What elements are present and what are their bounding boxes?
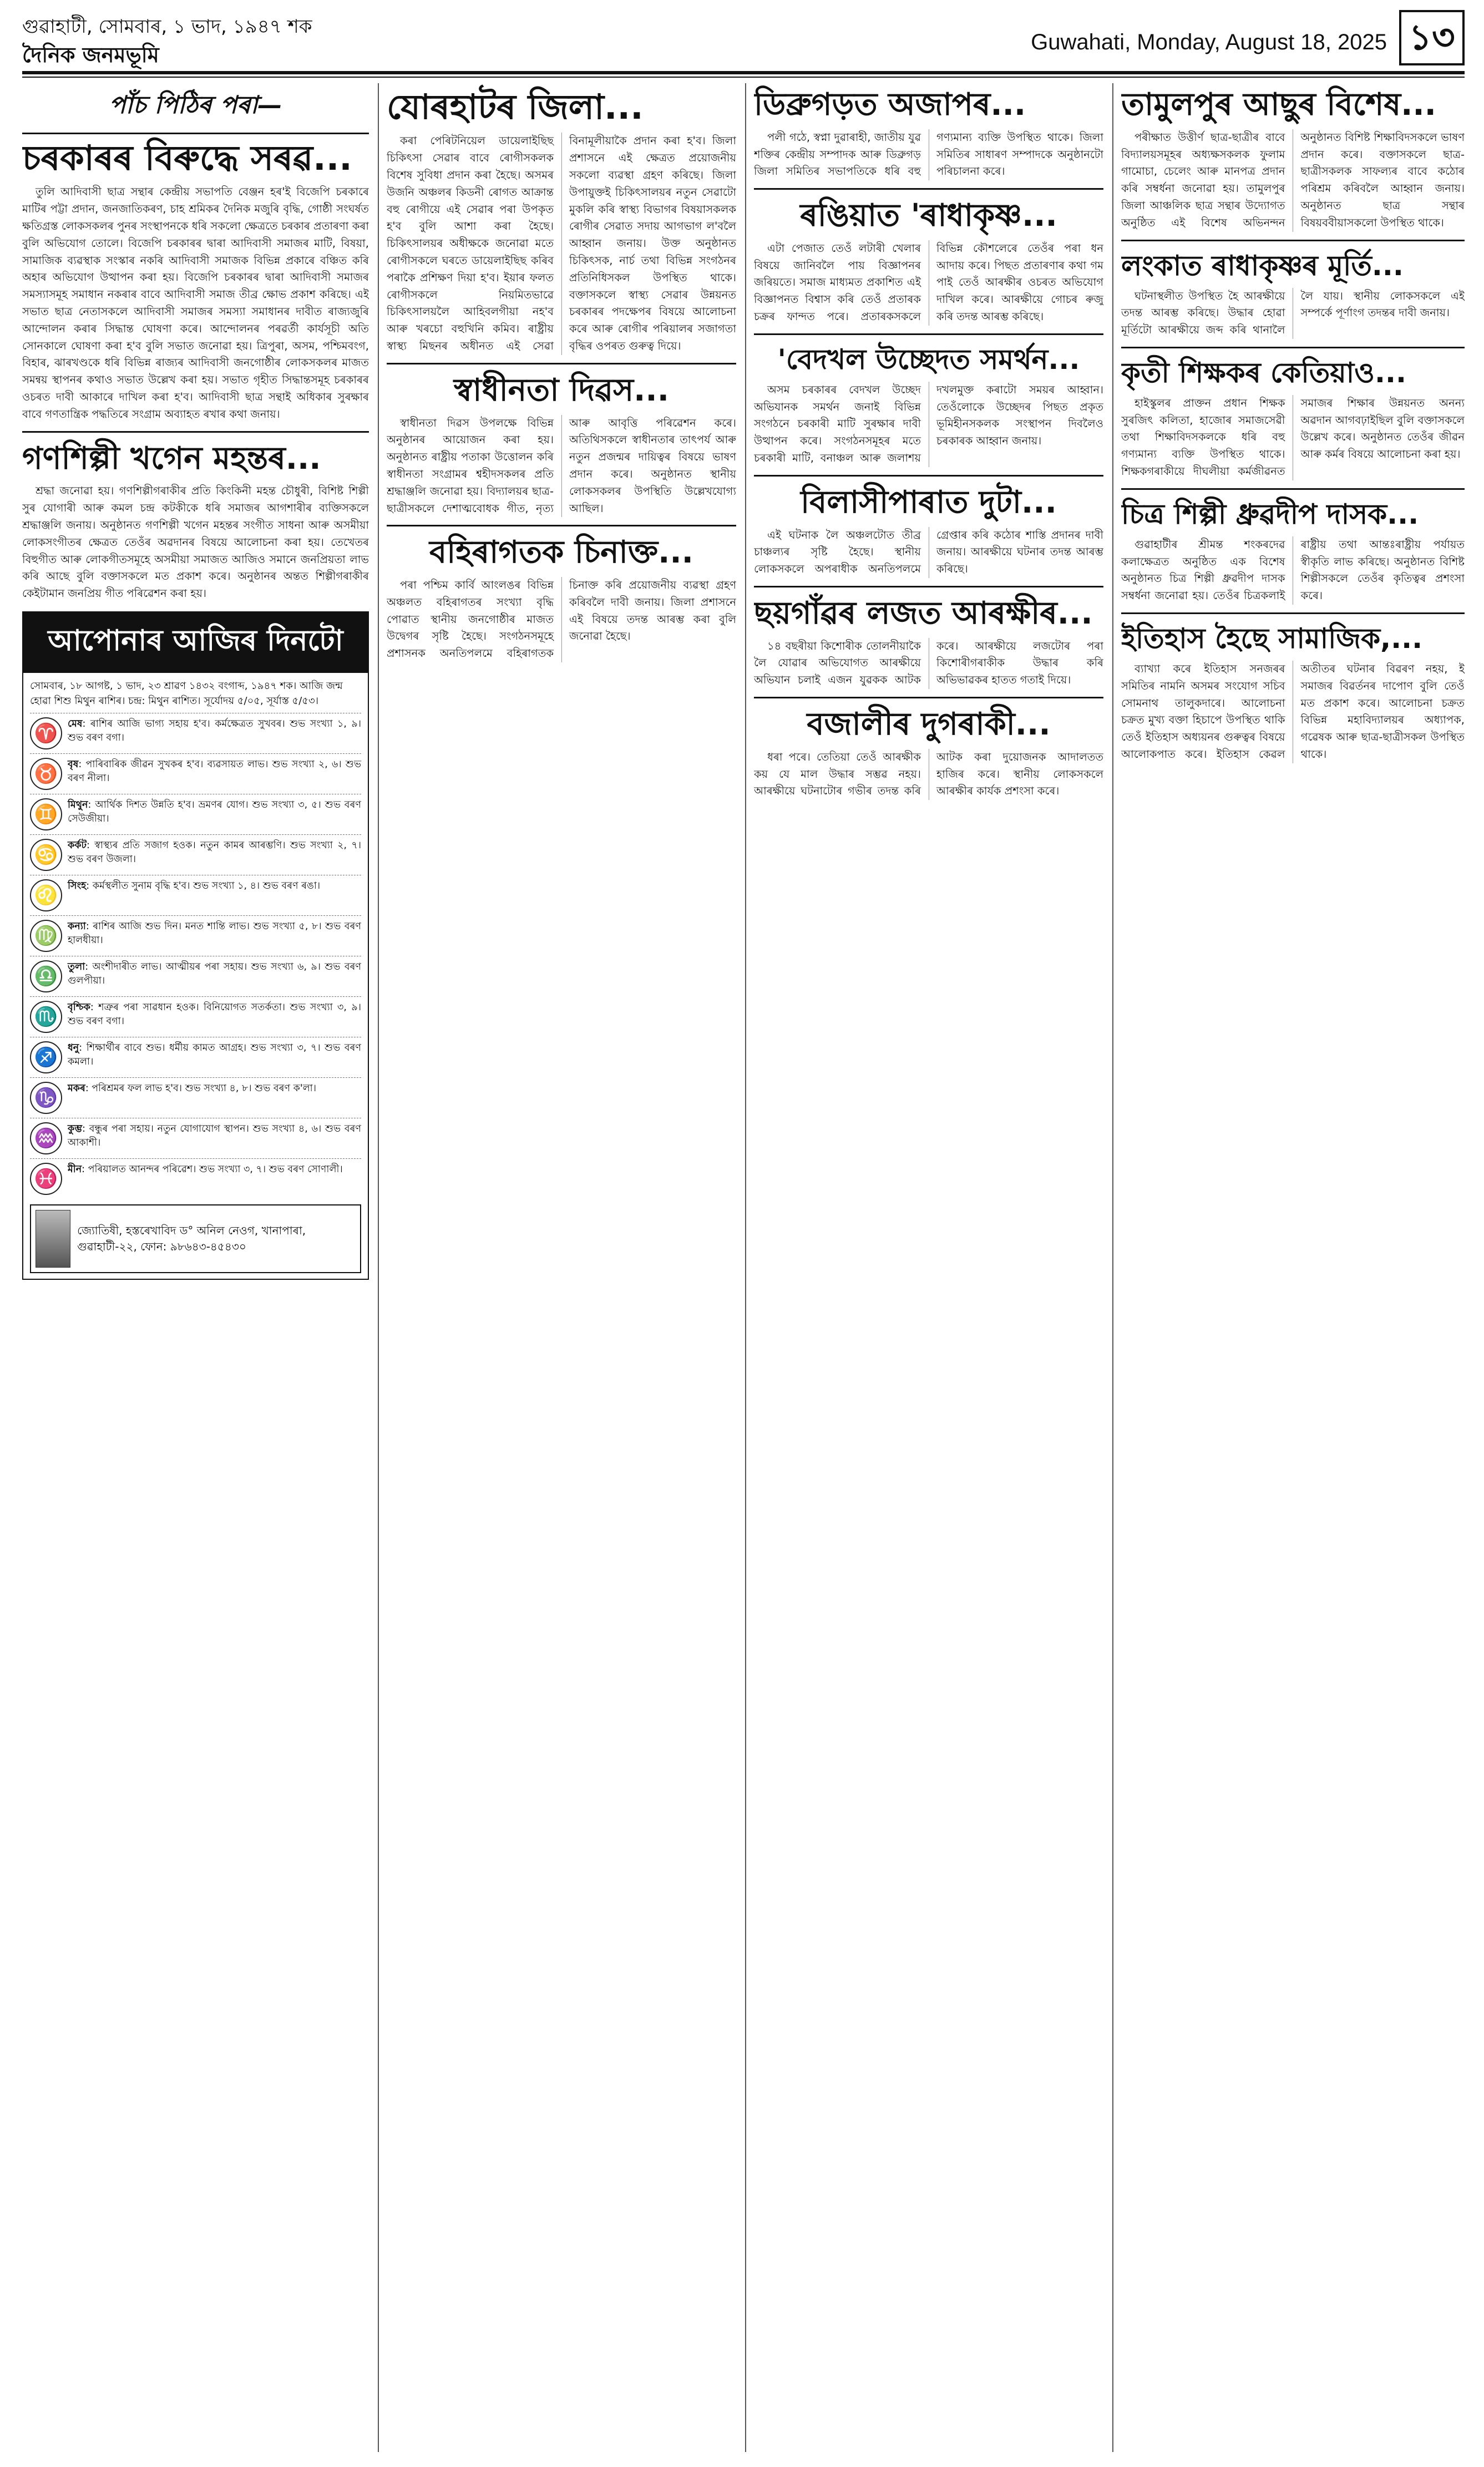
article-eviction — [754, 340, 1103, 467]
horoscope-prediction: ৰাশিৰ আজি ভাগ্য সহায় হ'ব। কৰ্মক্ষেত্ৰত সুখবৰ। শুভ সংখ্যা ১, ৯। শুভ বৰণ বগা। — [68, 718, 361, 744]
paper-name: দৈনিক জনমভূমি — [22, 43, 159, 67]
horoscope-prediction: অংশীদাৰীত লাভ। আত্মীয়ৰ পৰা সহায়। শুভ সংখ্যা ৬, ৯। শুভ বৰণ গুলপীয়া। — [68, 961, 361, 987]
article-divider — [754, 333, 1103, 335]
article-painter — [1121, 494, 1465, 605]
column-divider — [745, 83, 746, 2452]
horoscope-box — [22, 673, 369, 1280]
article-headline: চৰকাৰৰ বিৰুদ্ধে সৰৱ... — [22, 138, 352, 178]
horoscope-row — [30, 834, 361, 875]
horoscope-row — [30, 794, 361, 834]
horoscope-prediction: স্বাস্থ্যৰ প্ৰতি সজাগ হওক। নতুন কামৰ আৰম্ভণি। শুভ সংখ্যা ২, ৭। শুভ বৰণ উজলা। — [68, 839, 361, 865]
horoscope-prediction: পাৰিবাৰিক জীৱন সুখকৰ হ'ব। ব্যৱসায়ত লাভ। শুভ সংখ্যা ২, ৬। শুভ বৰণ নীলা। — [68, 758, 361, 784]
horoscope-prediction: শত্ৰুৰ পৰা সাৱধান হওক। বিনিয়োগত সতৰ্কতা। শুভ সংখ্যা ৩, ৯। শুভ বৰণ বগা। — [68, 1001, 361, 1027]
article-rangia — [754, 194, 1103, 326]
article-body: ঘটনাস্থলীত উপস্থিত হৈ আৰক্ষীয়ে তদন্ত আৰম্ভ কৰিছে। উদ্ধাৰ হোৱা মূৰ্তিটো আৰক্ষীয়ে জব্দ কৰি থানালৈ লৈ যায়। স্থানীয় লোকসকলে এই সম্পৰ্কে পূৰ্ণাংগ তদন্তৰ দাবী জনায়। — [1121, 289, 1465, 337]
zodiac-sign-icon: ♌ — [30, 879, 62, 911]
article-divider — [1121, 488, 1465, 490]
article-divider — [387, 363, 736, 364]
column-2 — [387, 83, 736, 2452]
article-bilasipara — [754, 481, 1103, 578]
horoscope-text: বৃশ্চিক: শত্ৰুৰ পৰা সাৱধান হওক। বিনিয়োগত সতৰ্কতা। শুভ সংখ্যা ৩, ৯। শুভ বৰণ বগা। — [68, 1001, 361, 1027]
zodiac-sign-name: বৃশ্চিক — [68, 1001, 90, 1013]
article-body: হাইস্কুলৰ প্ৰাক্তন প্ৰধান শিক্ষক সুৰজিৎ কলিতা, হাজোৰ সমাজসেৱী তথা শিক্ষাবিদসকলকে ধৰি বহু গণ্যমান্য ব্যক্তি উপস্থিত থাকে। শিক্ষকগৰাকীয়ে দীঘলীয়া কৰ্মজীৱনত সমাজৰ শিক্ষাৰ উন্নয়নত অনন্য অৱদান আগবঢ়াইছিল বুলি বক্তাসকলে উল্লেখ কৰে। অনুষ্ঠানত তেওঁৰ জীৱন আৰু কৰ্মৰ বিষয়ে আলোচনা কৰা হয়। — [1121, 396, 1465, 478]
article-khagen-mahanta — [22, 437, 369, 602]
horoscope-text: মেষ: ৰাশিৰ আজি ভাগ্য সহায় হ'ব। কৰ্মক্ষেত্ৰত সুখবৰ। শুভ সংখ্যা ১, ৯। শুভ বৰণ বগা। — [68, 718, 361, 744]
zodiac-sign-name: কৰ্কট — [68, 839, 87, 851]
horoscope-row — [30, 996, 361, 1037]
article-tamulpur — [1121, 83, 1465, 232]
horoscope-text: বৃষ: পাৰিবাৰিক জীৱন সুখকৰ হ'ব। ব্যৱসায়ত লাভ। শুভ সংখ্যা ২, ৬। শুভ বৰণ নীলা। — [68, 758, 361, 784]
horoscope-text: ধনু: শিক্ষাৰ্থীৰ বাবে শুভ। ধৰ্মীয় কামত আগ্ৰহ। শুভ সংখ্যা ৩, ৭। শুভ বৰণ কমলা। — [68, 1042, 361, 1068]
article-divider — [1121, 347, 1465, 348]
column-4 — [1121, 83, 1465, 2452]
article-teacher — [1121, 353, 1465, 480]
horoscope-text: কুম্ভ: বন্ধুৰ পৰা সহায়। নতুন যোগাযোগ স্থাপন। শুভ সংখ্যা ৪, ৬। শুভ বৰণ আকাশী। — [68, 1123, 361, 1149]
horoscope-prediction: আৰ্থিক দিশত উন্নতি হ'ব। ভ্ৰমণৰ যোগ। শুভ সংখ্যা ৩, ৫। শুভ বৰণ সেউজীয়া। — [68, 799, 361, 825]
article-body: কৰা পেৰিটনিয়েল ডায়েলাইছিছ চিকিৎসা সেৱাৰ বাবে ৰোগীসকলক বিশেষ সুবিধা প্ৰদান কৰা হৈছে। অসমৰ উজনি অঞ্চলৰ কিডনী ৰোগত আক্ৰান্ত বহু ৰোগীয়ে এই সেৱাৰ পৰা উপকৃত হ'ব বুলি আশা কৰা হৈছে। চিকিৎসালয়ৰ অধীক্ষকে জনোৱা মতে ৰোগীসকলে ঘৰতে ডায়েলাইছিছ কৰিব পৰাকৈ প্ৰশিক্ষণ দিয়া হ'ব। ইয়াৰ ফলত ৰোগীসকলে নিয়মিতভাৱে চিকিৎসালয়লৈ আহিবলগীয়া নহ'ব আৰু খৰচো বহুখিনি কমিব। ৰাষ্ট্ৰীয় স্বাস্থ্য মিছনৰ অধীনত এই সেৱা বিনামূলীয়াকৈ প্ৰদান কৰা হ'ব। জিলা প্ৰশাসনে এই ক্ষেত্ৰত প্ৰয়োজনীয় সকলো ব্যৱস্থা গ্ৰহণ কৰিছে। জিলা উপায়ুক্তই চিকিৎসালয়ৰ নতুন সেৱাটো মুকলি কৰি স্বাস্থ্য বিভাগৰ বিষয়াসকলক ৰোগীৰ সেৱাত সদায় আগভাগ ল'বলৈ আহ্বান জনায়। উক্ত অনুষ্ঠানত চিকিৎসক, নাৰ্চ তথা বিভিন্ন সংগঠনৰ প্ৰতিনিধিসকল উপস্থিত থাকে। বক্তাসকলে স্বাস্থ্য সেৱাৰ উন্নয়নত চৰকাৰৰ পদক্ষেপৰ বিষয়ে আলোচনা কৰে আৰু ৰোগীৰ পৰিয়ালৰ সজাগতা বৃদ্ধিৰ ওপৰত গুৰুত্ব দিয়ে। — [387, 134, 736, 352]
horoscope-row — [30, 875, 361, 915]
article-divider — [754, 697, 1103, 698]
horoscope-text: তুলা: অংশীদাৰীত লাভ। আত্মীয়ৰ পৰা সহায়। শুভ সংখ্যা ৬, ৯। শুভ বৰণ গুলপীয়া। — [68, 961, 361, 987]
horoscope-prediction: শিক্ষাৰ্থীৰ বাবে শুভ। ধৰ্মীয় কামত আগ্ৰহ। শুভ সংখ্যা ৩, ৭। শুভ বৰণ কমলা। — [68, 1042, 361, 1068]
article-bajali — [754, 703, 1103, 800]
zodiac-sign-name: কুম্ভ — [68, 1123, 83, 1134]
article-divider — [754, 188, 1103, 190]
continued-kicker: পাঁচ পিঠিৰ পৰা— — [22, 83, 369, 134]
article-chaygaon — [754, 592, 1103, 689]
local-date: গুৱাহাটী, সোমবাৰ, ১ ভাদ, ১৯৪৭ শক — [22, 16, 312, 38]
article-divider — [754, 475, 1103, 477]
horoscope-prediction: পৰিয়ালত আনন্দৰ পৰিৱেশ। শুভ সংখ্যা ৩, ৭। শুভ বৰণ সোণালী। — [88, 1163, 343, 1175]
article-headline: লংকাত ৰাধাকৃষ্ণৰ মূৰ্তি... — [1121, 249, 1404, 282]
zodiac-sign-name: মীন — [68, 1163, 82, 1175]
article-headline: ডিব্ৰুগড়ত অজাপৰ... — [754, 87, 1026, 123]
article-body: গুৱাহাটীৰ শ্ৰীমন্ত শংকৰদেৱ কলাক্ষেত্ৰত অনুষ্ঠিত এক বিশেষ অনুষ্ঠানত চিত্ৰ শিল্পী ধ্ৰুৱদীপ দাসক সম্বৰ্ধনা জনোৱা হয়। তেওঁৰ চিত্ৰকলাই ৰাষ্ট্ৰীয় তথা আন্তঃৰাষ্ট্ৰীয় পৰ্যায়ত স্বীকৃতি লাভ কৰিছে। অনুষ্ঠানত বিশিষ্ট শিল্পীসকলে তেওঁৰ কৃতিত্বৰ প্ৰশংসা কৰে। — [1121, 538, 1465, 602]
page-number: ১৩ — [1399, 10, 1465, 65]
article-body: পৰা পশ্চিম কাৰ্বি আংলঙৰ বিভিন্ন অঞ্চলত বহিৰাগতৰ সংখ্যা বৃদ্ধি পোৱাত স্থানীয় জনগোষ্ঠীৰ মাজত উদ্বেগৰ সৃষ্টি হৈছে। সংগঠনসমূহে প্ৰশাসনক অনতিপলমে বহিৰাগতক চিনাক্ত কৰি প্ৰয়োজনীয় ব্যৱস্থা গ্ৰহণ কৰিবলৈ দাবী জনায়। জিলা প্ৰশাসনে এই বিষয়ে তদন্ত আৰম্ভ কৰা বুলি জনোৱা হৈছে। — [387, 579, 736, 660]
article-body: তুলি আদিবাসী ছাত্ৰ সন্থাৰ কেন্দ্ৰীয় সভাপতি বেঞ্জন হৰ'ই বিজেপি চৰকাৰে মাটিৰ পট্টা প্ৰদান, জনজাতিকৰণ, চাহ শ্ৰমিকৰ দৈনিক মজুৰি বৃদ্ধি, গোষ্ঠী সংঘৰ্ষত ক্ষতিগ্ৰস্ত লোকসকলৰ পুনৰ সংস্থাপনকে ধৰি সকলো ক্ষেত্ৰতে চৰকাৰ প্ৰতাৰণা কৰা বুলি অভিযোগ তোলে। বিজেপি চৰকাৰৰ দ্বাৰা আদিবাসী সমাজৰ মাটি, বিষয়া, সামাজিক ব্যৱস্থাক সংস্কাৰ নকৰি আদিবাসী সমাজক বিভিন্ন প্ৰকাৰে বঞ্চিত কৰি অহাৰ অভিযোগ উত্থাপন কৰা হয়। বিজেপি চৰকাৰৰ দ্বাৰা আদিবাসী সমাজৰ সমস্যাসমূহ সমাধান নকৰাৰ বাবে আদিবাসী সমাজ তীব্ৰ ক্ষোভ প্ৰকাশ কৰিছে। এই সভাত ছাত্ৰ নেতাসকলে আদিবাসী সমাজৰ সমস্যা সমাধানৰ দাবীত ৰাজ্যজুৰি আন্দোলন কৰাৰ সিদ্ধান্ত ঘোষণা কৰে। আন্দোলনৰ পৰৱৰ্তী কাৰ্যসূচী অতি সোনকালে ঘোষণা কৰা হ'ব বুলি সভাত জনোৱা হয়। ত্ৰিপুৰা, অসম, পশ্চিমবংগ, বিহাৰ, ঝাৰখণ্ডকে ধৰি বিভিন্ন ৰাজ্যৰ আদিবাসী জনগোষ্ঠীৰ লোকসকলৰ মাজত সমন্বয় স্থাপনৰ কথাও সভাত উল্লেখ কৰা হয়। সভাত গৃহীত সিদ্ধান্তসমূহ চৰকাৰৰ ওচৰত দাবী আকাৰে দাখিল কৰা হ'ব। আদিবাসী ছাত্ৰ সন্থাই অধিকাৰ সুৰক্ষাৰ বাবে গণতান্ত্ৰিক পদ্ধতিৰে সংগ্ৰাম অব্যাহত ৰখাৰ কথা জনায়। — [22, 185, 369, 421]
horoscope-text: মিথুন: আৰ্থিক দিশত উন্নতি হ'ব। ভ্ৰমণৰ যোগ। শুভ সংখ্যা ৩, ৫। শুভ বৰণ সেউজীয়া। — [68, 799, 361, 825]
masthead-rule — [22, 71, 1465, 74]
horoscope-intro: সোমবাৰ, ১৮ আগষ্ট, ১ ভাদ, ২৩ শ্ৰাৱণ ১৪৩২ বংগাব্দ, ১৯৪৭ শক। আজি জন্ম হোৱা শিশু মিথুন ৰাশিৰ। চন্দ্ৰ: মিথুন ৰাশিত। সূৰ্যোদয় ৫/০৫, সূৰ্যাস্ত ৫/৫৩। — [30, 680, 343, 707]
article-body: ধৰা পৰে। তেতিয়া তেওঁ আৰক্ষীক কয় যে মাল উদ্ধাৰ সম্ভৱ নহয়। আৰক্ষীয়ে ঘটনাটোৰ গভীৰ তদন্ত কৰি আটক কৰা দুয়োজনক আদালতত হাজিৰ কৰে। স্থানীয় লোকসকলে আৰক্ষীৰ কাৰ্যক প্ৰশংসা কৰে। — [754, 750, 1103, 798]
article-body: এটা পেজাত তেওঁ লটাৰী খেলাৰ বিষয়ে জানিবলৈ পায় বিজ্ঞাপনৰ জৰিয়তে। সমাজ মাধ্যমত প্ৰকাশিত এই বিজ্ঞাপনত বিশ্বাস কৰি তেওঁ প্ৰতাৰক চক্ৰৰ ফান্দত পৰে। প্ৰতাৰকসকলে বিভিন্ন কৌশলেৰে তেওঁৰ পৰা ধন আদায় কৰে। পিছত প্ৰতাৰণাৰ কথা গম পাই তেওঁ আৰক্ষীৰ ওচৰত অভিযোগ দাখিল কৰে। আৰক্ষীয়ে গোচৰ ৰুজু কৰি তদন্ত আৰম্ভ কৰিছে। — [754, 241, 1103, 323]
zodiac-sign-icon: ♏ — [30, 1001, 62, 1033]
article-divider — [387, 525, 736, 526]
horoscope-row — [30, 956, 361, 996]
horoscope-text: মকৰ: পৰিশ্ৰমৰ ফল লাভ হ'ব। শুভ সংখ্যা ৪, ৮। শুভ বৰণ ক'লা। — [68, 1082, 317, 1094]
article-headline: স্বাধীনতা দিৱস... — [454, 372, 669, 408]
article-headline: বহিৰাগতক চিনাক্ত... — [429, 534, 693, 571]
article-headline: গণশিল্পী খগেন মহন্তৰ... — [22, 440, 321, 477]
horoscope-text: কন্যা: ৰাশিৰ আজি শুভ দিন। মনত শান্তি লাভ। শুভ সংখ্যা ৫, ৮। শুভ বৰণ হালধীয়া। — [68, 920, 361, 946]
article-headline: বজালীৰ দুগৰাকী... — [807, 706, 1051, 743]
zodiac-sign-name: ধনু — [68, 1042, 79, 1053]
zodiac-sign-icon: ♈ — [30, 717, 62, 749]
zodiac-sign-name: মেষ — [68, 718, 83, 730]
horoscope-row — [30, 713, 361, 753]
zodiac-sign-icon: ♓ — [30, 1163, 62, 1195]
horoscope-row — [30, 1118, 361, 1158]
article-headline: 'বেদখল উচ্ছেদত সমৰ্থন... — [777, 343, 1080, 376]
article-outsiders — [387, 531, 736, 662]
zodiac-sign-name: মিথুন — [68, 799, 88, 810]
article-divider — [22, 431, 369, 433]
article-headline: ৰঙিয়াত 'ৰাধাকৃষ্ণ... — [800, 197, 1057, 234]
zodiac-sign-name: বৃষ — [68, 758, 79, 770]
zodiac-sign-icon: ♉ — [30, 758, 62, 790]
article-jorhat — [387, 83, 736, 355]
zodiac-sign-name: কন্যা — [68, 920, 86, 932]
horoscope-text: মীন: পৰিয়ালত আনন্দৰ পৰিৱেশ। শুভ সংখ্যা ৩, ৭। শুভ বৰণ সোণালী। — [68, 1163, 343, 1175]
masthead-rule-thin — [22, 77, 1465, 78]
article-divider — [754, 586, 1103, 587]
zodiac-sign-name: মকৰ — [68, 1082, 85, 1094]
column-divider — [378, 83, 379, 2452]
zodiac-sign-name: সিংহ — [68, 880, 87, 891]
zodiac-sign-icon: ♐ — [30, 1041, 62, 1073]
article-body: অসম চৰকাৰৰ বেদখল উচ্ছেদ অভিযানক সমৰ্থন জনাই বিভিন্ন সংগঠনে চৰকাৰী মাটি সুৰক্ষাৰ দাবী উত্থাপন কৰে। সংগঠনসমূহৰ মতে চৰকাৰী মাটি, বনাঞ্চল আৰু জলাশয় দখলমুক্ত কৰাটো সময়ৰ আহ্বান। তেওঁলোকে উচ্ছেদৰ পিছত প্ৰকৃত ভূমিহীনসকলক সংস্থাপন দিবলৈও চৰকাৰক আহ্বান জনায়। — [754, 383, 1103, 464]
article-headline: তামুলপুৰ আছুৰ বিশেষ... — [1121, 87, 1436, 123]
masthead — [22, 10, 1465, 70]
zodiac-sign-icon: ♎ — [30, 960, 62, 992]
zodiac-sign-icon: ♊ — [30, 798, 62, 830]
horoscope-prediction: বন্ধুৰ পৰা সহায়। নতুন যোগাযোগ স্থাপন। শুভ সংখ্যা ৪, ৬। শুভ বৰণ আকাশী। — [68, 1123, 361, 1149]
english-date: Guwahati, Monday, August 18, 2025 — [1031, 30, 1387, 54]
zodiac-sign-name: তুলা — [68, 961, 85, 972]
article-body: পলী গঠে, স্বপ্না দুৱাৰাহী, জাতীয় যুৱ শক্তিৰ কেন্দ্ৰীয় সম্পাদক আৰু ডিব্ৰুগড় জিলা সমিতিৰ সভাপতিকে ধৰি বহু গণ্যমান্য ব্যক্তি উপস্থিত থাকে। জিলা সমিতিৰ সাধাৰণ সম্পাদকে অনুষ্ঠানটো পৰিচালনা কৰে। — [754, 130, 1103, 178]
article-headline: চিত্ৰ শিল্পী ধ্ৰুৱদীপ দাসক... — [1121, 498, 1419, 530]
column-3 — [754, 83, 1103, 2452]
column-1 — [22, 83, 369, 2452]
horoscope-row — [30, 753, 361, 794]
horoscope-text: কৰ্কট: স্বাস্থ্যৰ প্ৰতি সজাগ হওক। নতুন কামৰ আৰম্ভণি। শুভ সংখ্যা ২, ৭। শুভ বৰণ উজলা। — [68, 839, 361, 865]
article-independence-day — [387, 369, 736, 518]
horoscope-prediction: ৰাশিৰ আজি শুভ দিন। মনত শান্তি লাভ। শুভ সংখ্যা ৫, ৮। শুভ বৰণ হালধীয়া। — [68, 920, 361, 946]
article-headline: কৃতী শিক্ষকৰ কেতিয়াও... — [1121, 356, 1406, 389]
horoscope-row — [30, 915, 361, 956]
horoscope-prediction: কৰ্মস্থলীত সুনাম বৃদ্ধি হ'ব। শুভ সংখ্যা ১, ৪। শুভ বৰণ ৰঙা। — [92, 880, 321, 891]
article-body: স্বাধীনতা দিৱস উপলক্ষে বিভিন্ন অনুষ্ঠানৰ আয়োজন কৰা হয়। অনুষ্ঠানত ৰাষ্ট্ৰীয় পতাকা উত্তোলন কৰি স্বাধীনতা সংগ্ৰামৰ শ্বহীদসকলৰ প্ৰতি শ্ৰদ্ধাঞ্জলি জনোৱা হয়। বিদ্যালয়ৰ ছাত্ৰ-ছাত্ৰীসকলে দেশাত্মবোধক গীত, নৃত্য আৰু আবৃত্তি পৰিৱেশন কৰে। অতিথিসকলে স্বাধীনতাৰ তাৎপৰ্য আৰু নতুন প্ৰজন্মৰ দায়িত্বৰ বিষয়ে ভাষণ প্ৰদান কৰে। অনুষ্ঠানত স্থানীয় লোকসকলৰ উপস্থিতি উল্লেখযোগ্য আছিল। — [387, 416, 736, 515]
zodiac-sign-icon: ♍ — [30, 920, 62, 952]
horoscope-row — [30, 1037, 361, 1077]
article-dibrugarh — [754, 83, 1103, 180]
article-body: ১৪ বছৰীয়া কিশোৰীক তোলনীয়াকৈ লৈ যোৱাৰ অভিযোগত আৰক্ষীয়ে অভিযান চলাই এজন যুৱকক আটক কৰে। আৰক্ষীয়ে লজটোৰ পৰা কিশোৰীগৰাকীক উদ্ধাৰ কৰি অভিভাৱকৰ হাতত গতাই দিয়ে। — [754, 639, 1103, 687]
article-body: এই ঘটনাক লৈ অঞ্চলটোত তীব্ৰ চাঞ্চল্যৰ সৃষ্টি হৈছে। স্থানীয় লোকসকলে অপৰাধীক অনতিপলমে গ্ৰেপ্তাৰ কৰি কঠোৰ শাস্তি প্ৰদানৰ দাবী জনায়। আৰক্ষীয়ে ঘটনাৰ তদন্ত আৰম্ভ কৰিছে। — [754, 528, 1103, 576]
article-headline: ছয়গাঁৱৰ লজত আৰক্ষীৰ... — [754, 595, 1093, 631]
article-body: শ্ৰদ্ধা জনোৱা হয়। গণশিল্পীগৰাকীৰ প্ৰতি কিংকিনী মহন্ত চৌধুৰী, বিশিষ্ট শিল্পী সুৰ যোগাৰী আৰু কমল চন্দ্ৰ কটকীকে ধৰি সমাজৰ আগশাৰীৰ ব্যক্তিসকলে শ্ৰদ্ধাঞ্জলি জনায়। অনুষ্ঠানত গণশিল্পী খগেন মহন্তৰ সংগীত সাধনা আৰু অসমীয়া লোকসংগীতৰ ক্ষেত্ৰত তেওঁৰ অৱদানৰ বিষয়ে আলোচনা কৰা হয়। তেখেতৰ বিহুগীত আৰু লোকগীতসমূহে অসমীয়া সমাজত আজিও সমানে জনপ্ৰিয়তা লাভ কৰি আছে বুলি বক্তাসকলে মত প্ৰকাশ কৰে। অনুষ্ঠানৰ অন্তত শিল্পীগৰাকীৰ কেইটামান জনপ্ৰিয় গীত পৰিৱেশন কৰা হয়। — [22, 484, 369, 600]
astrologer-details: জ্যোতিষী, হস্তৰেখাবিদ ড° অনিল নেওগ, খানাপাৰা, গুৱাহাটী-২২, ফোন: ৯৮৬৪৩-৪৫৪৩০ — [77, 1223, 306, 1253]
astrologer-card — [30, 1204, 361, 1273]
zodiac-sign-icon: ♋ — [30, 839, 62, 871]
zodiac-sign-icon: ♒ — [30, 1122, 62, 1154]
horoscope-list — [30, 713, 361, 1199]
horoscope-row — [30, 1158, 361, 1199]
article-body: পৰীক্ষাত উত্তীৰ্ণ ছাত্ৰ-ছাত্ৰীৰ বাবে বিদ্যালয়সমূহৰ অধ্যক্ষসকলক ফুলাম গামোচা, চেলেং আৰু মানপত্ৰ প্ৰদান কৰি সম্বৰ্ধনা জনোৱা হয়। তামুলপুৰ জিলা আঞ্চলিক ছাত্ৰ সন্থাৰ উদ্যোগত অনুষ্ঠিত এই বিশেষ অভিনন্দন অনুষ্ঠানত বিশিষ্ট শিক্ষাবিদসকলে ভাষণ প্ৰদান কৰে। বক্তাসকলে ছাত্ৰ-ছাত্ৰীসকলক সাফল্যৰ বাবে কঠোৰ পৰিশ্ৰম কৰিবলৈ আহ্বান জনায়। অনুষ্ঠানত ছাত্ৰ সন্থাৰ বিষয়ববীয়াসকলো উপস্থিত থাকে। — [1121, 130, 1465, 229]
article-divider — [1121, 240, 1465, 241]
article-sarkar — [22, 134, 369, 423]
horoscope-title: আপোনাৰ আজিৰ দিনটো — [22, 611, 369, 673]
article-lanka — [1121, 246, 1465, 339]
column-divider — [1112, 83, 1113, 2452]
article-headline: যোৰহাটৰ জিলা... — [387, 87, 644, 127]
article-headline: বিলাসীপাৰাত দুটা... — [801, 484, 1057, 520]
article-body: ব্যাখ্যা কৰে ইতিহাস সনজৰৰ সমিতিৰ নামনি অসমৰ সংযোগ সচিব সোমনাথ তালুকদাৰে। আলোচনা চক্ৰত মুখ্য বক্তা হিচাপে উপস্থিত থাকি তেওঁ ইতিহাস অধ্যয়নৰ গুৰুত্বৰ বিষয়ে আলোকপাত কৰে। ইতিহাস কেৱল অতীতৰ ঘটনাৰ বিৱৰণ নহয়, ই সমাজৰ বিৱৰ্তনৰ দাপোণ বুলি তেওঁ মত প্ৰকাশ কৰে। আলোচনা চক্ৰত বিভিন্ন মহাবিদ্যালয়ৰ অধ্যাপক, গৱেষক আৰু ছাত্ৰ-ছাত্ৰীসকল উপস্থিত থাকে। — [1121, 662, 1465, 761]
horoscope-row — [30, 1077, 361, 1118]
horoscope-prediction: পৰিশ্ৰমৰ ফল লাভ হ'ব। শুভ সংখ্যা ৪, ৮। শুভ বৰণ ক'লা। — [92, 1082, 317, 1094]
article-headline: ইতিহাস হৈছে সামাজিক,... — [1121, 622, 1423, 655]
horoscope-text: সিংহ: কৰ্মস্থলীত সুনাম বৃদ্ধি হ'ব। শুভ সংখ্যা ১, ৪। শুভ বৰণ ৰঙা। — [68, 880, 321, 891]
article-divider — [1121, 612, 1465, 614]
zodiac-sign-icon: ♑ — [30, 1082, 62, 1114]
astrologer-photo — [36, 1210, 70, 1268]
article-history — [1121, 619, 1465, 763]
